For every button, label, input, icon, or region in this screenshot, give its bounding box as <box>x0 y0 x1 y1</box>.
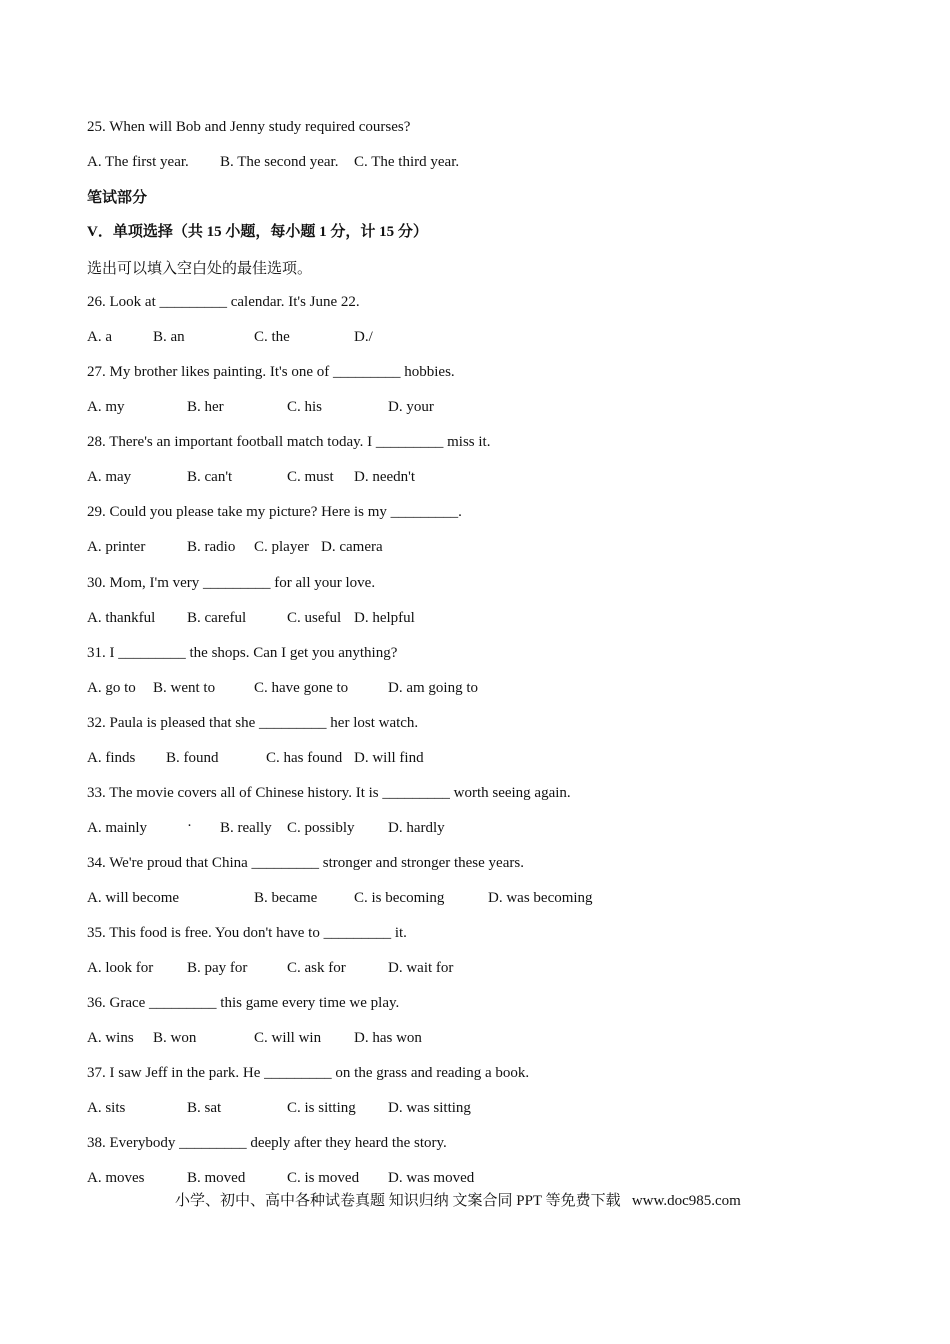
page-footer: 小学、初中、高中各种试卷真题 知识归纳 文案合同 PPT 等免费下载 www.doc985.com <box>175 1193 741 1209</box>
option-c: C. must <box>287 469 334 485</box>
option-b: B. moved <box>187 1170 246 1186</box>
option-d: D. will find <box>354 750 424 766</box>
option-b: B. found <box>166 750 219 766</box>
option-b: B. her <box>187 399 224 415</box>
option-a: A. sits <box>87 1100 126 1116</box>
question-25-stem: 25. When will Bob and Jenny study required courses? <box>87 119 411 135</box>
option-b: B. became <box>254 890 318 906</box>
option-a: A. The first year. <box>87 154 189 170</box>
question-35-stem: 35. This food is free. You don't have to _________ it. <box>87 925 407 941</box>
option-d: D. your <box>388 399 434 415</box>
option-d: D. was becoming <box>488 890 593 906</box>
option-c: C. the <box>254 329 290 345</box>
option-c: C. useful <box>287 610 342 626</box>
question-29-stem: 29. Could you please take my picture? Here is my _________. <box>87 504 462 520</box>
option-d: D. was moved <box>388 1170 475 1186</box>
option-d: D. am going to <box>388 680 478 696</box>
option-b: B. sat <box>187 1100 222 1116</box>
instruction-text: 选出可以填入空白处的最佳选项。 <box>87 261 313 277</box>
option-a: A. go to <box>87 680 136 696</box>
option-a: A. mainly <box>87 820 147 836</box>
option-a: A. printer <box>87 539 146 555</box>
question-30-stem: 30. Mom, I'm very _________ for all your love. <box>87 575 376 591</box>
question-26-stem: 26. Look at _________ calendar. It's June 22. <box>87 294 360 310</box>
question-38-stem: 38. Everybody _________ deeply after they heard the story. <box>87 1135 447 1151</box>
option-b: B. won <box>153 1030 197 1046</box>
section-title: 笔试部分 <box>87 190 148 206</box>
option-a: A. will become <box>87 890 180 906</box>
option-c: C. has found <box>266 750 343 766</box>
option-d: D. camera <box>321 539 383 555</box>
option-c: C. possibly <box>287 820 355 836</box>
option-b: B. pay for <box>187 960 248 976</box>
question-32-stem: 32. Paula is pleased that she _________ her lost watch. <box>87 715 419 731</box>
stray-dot: · <box>187 818 192 834</box>
question-34-stem: 34. We're proud that China _________ stronger and stronger these years. <box>87 855 524 871</box>
option-c: C. have gone to <box>254 680 349 696</box>
option-b: B. went to <box>153 680 216 696</box>
option-b: B. an <box>153 329 185 345</box>
option-a: A. moves <box>87 1170 145 1186</box>
question-28-stem: 28. There's an important football match today. I _________ miss it. <box>87 434 491 450</box>
option-d: D. needn't <box>354 469 416 485</box>
option-d: D. was sitting <box>388 1100 471 1116</box>
option-d: D./ <box>354 329 373 345</box>
option-c: C. is sitting <box>287 1100 356 1116</box>
option-a: A. wins <box>87 1030 134 1046</box>
question-31-stem: 31. I _________ the shops. Can I get you anything? <box>87 645 398 661</box>
option-c: C. is moved <box>287 1170 360 1186</box>
option-a: A. finds <box>87 750 136 766</box>
option-c: C. is becoming <box>354 890 445 906</box>
option-a: A. a <box>87 329 112 345</box>
option-d: D. helpful <box>354 610 415 626</box>
option-d: D. has won <box>354 1030 422 1046</box>
question-27-stem: 27. My brother likes painting. It's one of _________ hobbies. <box>87 364 455 380</box>
option-d: D. hardly <box>388 820 445 836</box>
section-heading: V．单项选择（共 15 小题，每小题 1 分，计 15 分） <box>87 224 428 240</box>
question-37-stem: 37. I saw Jeff in the park. He _________ on the grass and reading a book. <box>87 1065 530 1081</box>
option-c: C. The third year. <box>354 154 460 170</box>
option-c: C. ask for <box>287 960 346 976</box>
option-b: B. The second year. <box>220 154 339 170</box>
question-33-stem: 33. The movie covers all of Chinese history. It is _________ worth seeing again. <box>87 785 571 801</box>
option-b: B. careful <box>187 610 247 626</box>
option-b: B. really <box>220 820 272 836</box>
option-d: D. wait for <box>388 960 454 976</box>
option-c: C. will win <box>254 1030 322 1046</box>
option-c: C. player <box>254 539 309 555</box>
option-b: B. radio <box>187 539 236 555</box>
option-a: A. may <box>87 469 132 485</box>
option-c: C. his <box>287 399 323 415</box>
option-a: A. my <box>87 399 125 415</box>
question-36-stem: 36. Grace _________ this game every time we play. <box>87 995 400 1011</box>
option-a: A. thankful <box>87 610 156 626</box>
option-b: B. can't <box>187 469 233 485</box>
option-a: A. look for <box>87 960 154 976</box>
